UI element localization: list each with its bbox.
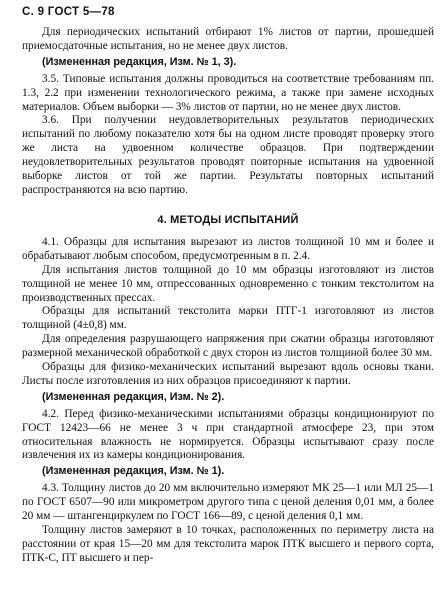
amendment-note: (Измененная редакция, Изм. № 1). bbox=[42, 465, 225, 478]
amendment-note: (Измененная редакция, Изм. № 1, 3). bbox=[42, 55, 237, 68]
paragraph: Для определения разрушающего напряжения при сжатии образцы изготовляют размерной механической обработкой с двух сторон из листов толщиной более 30 мм. bbox=[22, 333, 434, 360]
paragraph: Образцы для испытаний текстолита марки ПТГ-1 изготовляют из листов толщиной (4±0,8) мм. bbox=[22, 305, 434, 332]
paragraph: 4.1. Образцы для испытания вырезают из листов толщиной 10 мм и более и обрабатывают любым способом, предусмотренным в п. 2.4. bbox=[22, 235, 434, 262]
paragraph: Для периодических испытаний отбирают 1% листов от партии, прошедшей приемосдаточные испытания, но не менее двух листов. bbox=[22, 26, 434, 52]
page-header: С. 9 ГОСТ 5—78 bbox=[22, 6, 115, 18]
paragraph: Образцы для физико-механических испытаний вырезают вдоль основы ткани. Листы после изготовления из них образцов присоединяют к партии. bbox=[22, 361, 434, 387]
amendment-note: (Измененная редакция, Изм. № 2). bbox=[42, 390, 225, 403]
paragraph: 3.6. При получении неудовлетворительных результатов периодических испытаний по любому показателю хотя бы на одном листе проводят проверку этого же листа на удвоенном количестве образцов. При подтверждении неудовлетворительных результатов проводят повторные испытания на удвоенной выборке листов от той же партии. Результаты повторных испытаний распространяются на всю партию. bbox=[22, 114, 434, 196]
paragraph: Для испытания листов толщиной до 10 мм образцы изготовляют из листов толщиной не менее 10 мм, отпрессованных одновременно с тонким текстолитом на производственных прессах. bbox=[22, 263, 434, 304]
paragraph: 4.2. Перед физико-механическими испытаниями образцы кондиционируют по ГОСТ 12423—66 не менее 3 ч при стандартной атмосфере 23, при этом относительная влажность не нормируется. Образцы испытывают сразу после извлечения их из камеры кондиционирования. bbox=[22, 407, 434, 462]
section-title: 4. МЕТОДЫ ИСПЫТАНИЙ bbox=[157, 213, 299, 226]
paragraph: 4.3. Толщину листов до 20 мм включительно измеряют МК 25—1 или МЛ 25—1 по ГОСТ 6507—90 или микрометром другого типа с ценой деления 0,01 мм, а более 20 мм — штангенциркулем по ГОСТ 166—89, с ценой деления 0,1 мм. bbox=[22, 482, 434, 523]
paragraph: 3.5. Типовые испытания должны проводиться на соответствие требованиям пп. 1.3, 2.2 при изменении технологического режима, а также при замене исходных материалов. Объем выборки — 3% листов от партии, но не менее двух листов. bbox=[22, 72, 434, 113]
paragraph: Толщину листов замеряют в 10 точках, расположенных по периметру листа на расстоянии от края 15—20 мм для текстолита марок ПТК высшего и первого сорта, ПТК-С, ПТ высшего и пер- bbox=[22, 524, 434, 564]
